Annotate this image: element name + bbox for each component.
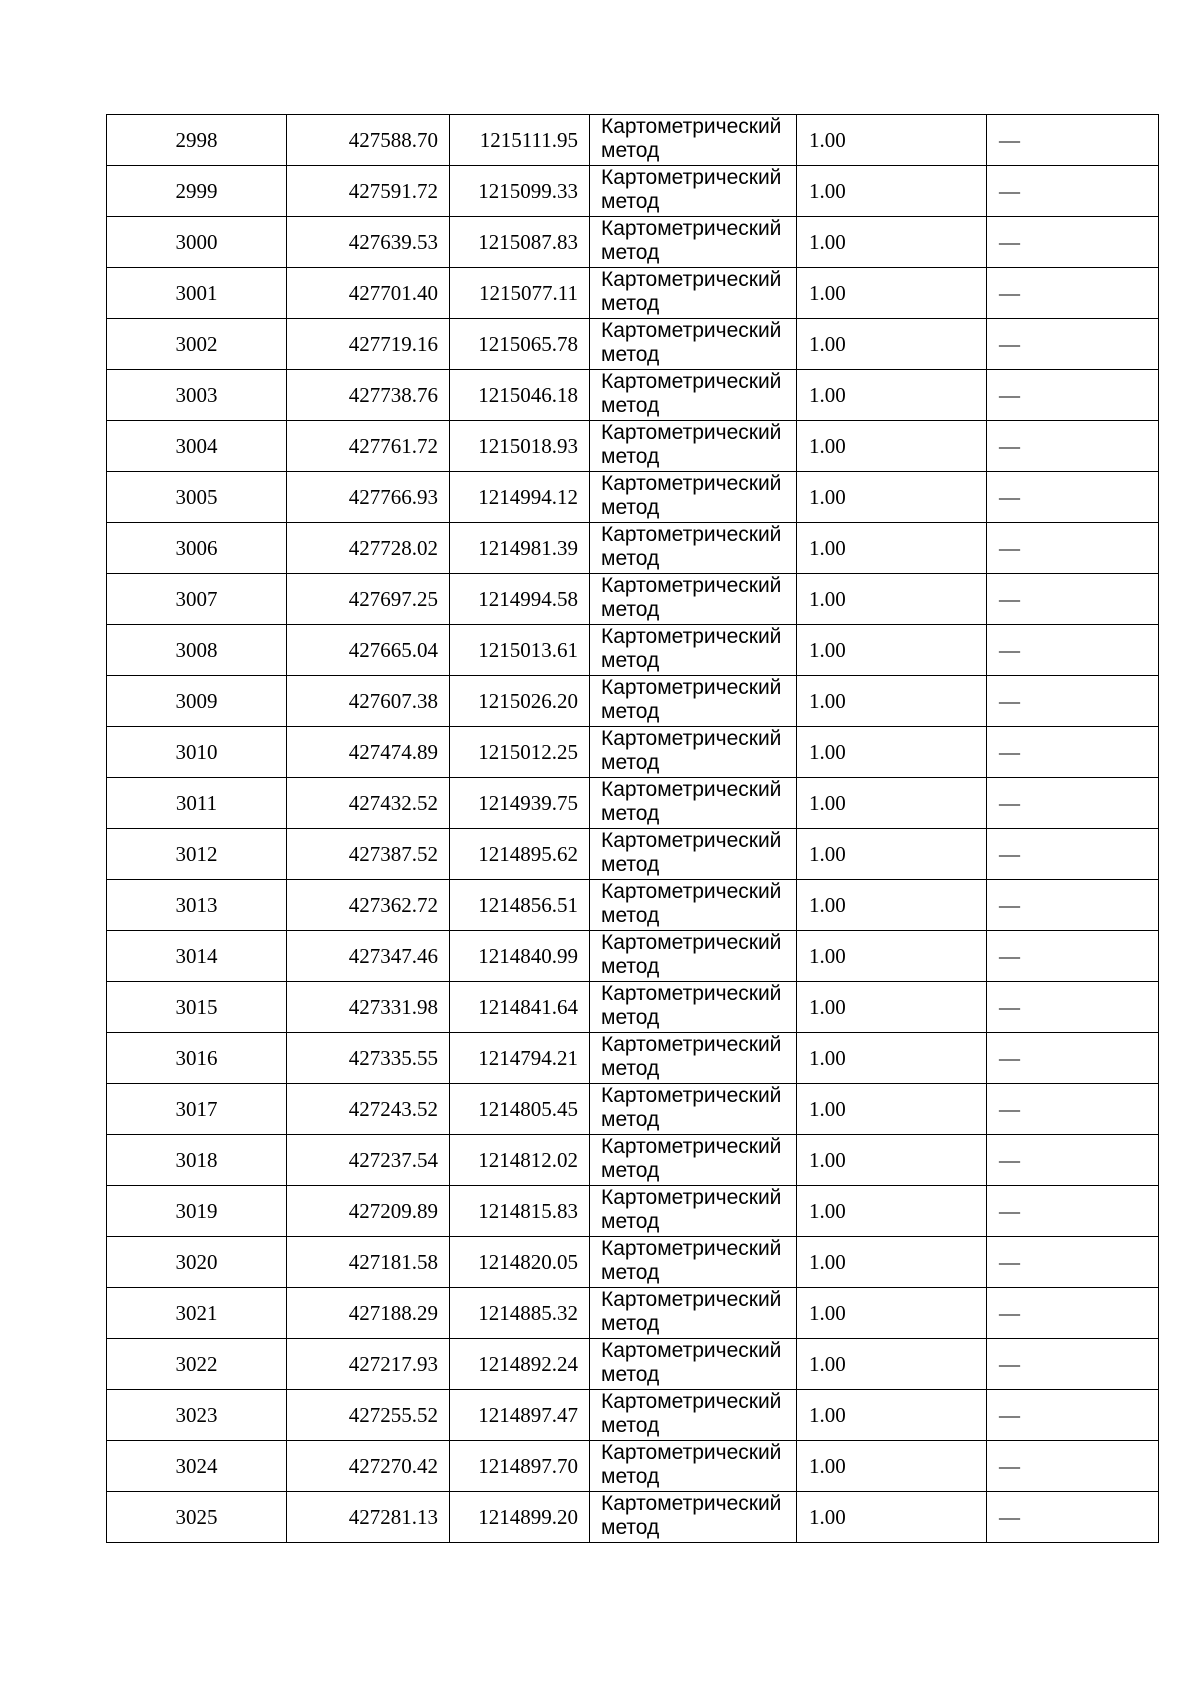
point-number-cell: 3023 <box>107 1390 287 1441</box>
method-cell <box>590 1033 797 1084</box>
method-cell <box>590 574 797 625</box>
table-row <box>107 625 1159 676</box>
method-label-line1: Картометрический <box>601 523 782 546</box>
x-coordinate-cell: 427719.16 <box>287 319 450 370</box>
accuracy-cell: 1.00 <box>797 319 987 370</box>
point-number-cell: 3013 <box>107 880 287 931</box>
y-coordinate-cell: 1215099.33 <box>450 166 590 217</box>
method-cell <box>590 676 797 727</box>
method-label-line1: Картометрический <box>601 1237 782 1260</box>
accuracy-cell: 1.00 <box>797 1135 987 1186</box>
description-cell: — <box>987 1135 1159 1186</box>
table-row <box>107 931 1159 982</box>
point-number-cell: 3006 <box>107 523 287 574</box>
point-number-cell: 3024 <box>107 1441 287 1492</box>
description-cell: — <box>987 523 1159 574</box>
table-row <box>107 727 1159 778</box>
point-number-cell: 3018 <box>107 1135 287 1186</box>
accuracy-cell: 1.00 <box>797 1288 987 1339</box>
method-cell <box>590 880 797 931</box>
method-label-line1: Картометрический <box>601 1033 782 1056</box>
method-label-line1: Картометрический <box>601 1441 782 1464</box>
method-cell <box>590 166 797 217</box>
method-label-line1: Картометрический <box>601 1339 782 1362</box>
method-label-line2: метод <box>601 394 660 417</box>
method-label-line2: метод <box>601 292 660 315</box>
method-cell <box>590 727 797 778</box>
table-row <box>107 1135 1159 1186</box>
table-row <box>107 1084 1159 1135</box>
method-label-line2: метод <box>601 1465 660 1488</box>
method-cell <box>590 472 797 523</box>
y-coordinate-cell: 1214981.39 <box>450 523 590 574</box>
y-coordinate-cell: 1215013.61 <box>450 625 590 676</box>
table-row <box>107 319 1159 370</box>
method-cell <box>590 1186 797 1237</box>
method-label-line2: метод <box>601 598 660 621</box>
point-number-cell: 3001 <box>107 268 287 319</box>
method-label-line2: метод <box>601 904 660 927</box>
description-cell: — <box>987 421 1159 472</box>
table-row <box>107 1237 1159 1288</box>
method-label-line2: метод <box>601 853 660 876</box>
method-label-line1: Картометрический <box>601 421 782 444</box>
method-label-line1: Картометрический <box>601 676 782 699</box>
table-row <box>107 166 1159 217</box>
y-coordinate-cell: 1214895.62 <box>450 829 590 880</box>
method-cell <box>590 829 797 880</box>
accuracy-cell: 1.00 <box>797 1339 987 1390</box>
x-coordinate-cell: 427281.13 <box>287 1492 450 1543</box>
x-coordinate-cell: 427474.89 <box>287 727 450 778</box>
description-cell: — <box>987 1237 1159 1288</box>
x-coordinate-cell: 427335.55 <box>287 1033 450 1084</box>
table-row <box>107 1033 1159 1084</box>
description-cell: — <box>987 370 1159 421</box>
method-label-line2: метод <box>601 700 660 723</box>
accuracy-cell: 1.00 <box>797 1033 987 1084</box>
y-coordinate-cell: 1215077.11 <box>450 268 590 319</box>
x-coordinate-cell: 427255.52 <box>287 1390 450 1441</box>
method-label-line1: Картометрический <box>601 829 782 852</box>
y-coordinate-cell: 1214812.02 <box>450 1135 590 1186</box>
point-number-cell: 3019 <box>107 1186 287 1237</box>
method-label-line1: Картометрический <box>601 370 782 393</box>
y-coordinate-cell: 1214897.70 <box>450 1441 590 1492</box>
method-label-line1: Картометрический <box>601 115 782 138</box>
y-coordinate-cell: 1215065.78 <box>450 319 590 370</box>
method-cell <box>590 1237 797 1288</box>
x-coordinate-cell: 427243.52 <box>287 1084 450 1135</box>
description-cell: — <box>987 319 1159 370</box>
method-cell <box>590 523 797 574</box>
method-label-line2: метод <box>601 139 660 162</box>
y-coordinate-cell: 1214885.32 <box>450 1288 590 1339</box>
y-coordinate-cell: 1215111.95 <box>450 115 590 166</box>
description-cell: — <box>987 676 1159 727</box>
method-cell <box>590 1339 797 1390</box>
accuracy-cell: 1.00 <box>797 166 987 217</box>
description-cell: — <box>987 574 1159 625</box>
x-coordinate-cell: 427639.53 <box>287 217 450 268</box>
accuracy-cell: 1.00 <box>797 370 987 421</box>
point-number-cell: 3021 <box>107 1288 287 1339</box>
method-label-line1: Картометрический <box>601 1135 782 1158</box>
method-label-line1: Картометрический <box>601 778 782 801</box>
table-row <box>107 1186 1159 1237</box>
method-label-line2: метод <box>601 649 660 672</box>
x-coordinate-cell: 427387.52 <box>287 829 450 880</box>
method-label-line1: Картометрический <box>601 1288 782 1311</box>
method-cell <box>590 1084 797 1135</box>
table-row <box>107 829 1159 880</box>
point-number-cell: 3011 <box>107 778 287 829</box>
point-number-cell: 2999 <box>107 166 287 217</box>
description-cell: — <box>987 268 1159 319</box>
description-cell: — <box>987 982 1159 1033</box>
description-cell: — <box>987 1441 1159 1492</box>
method-label-line1: Картометрический <box>601 931 782 954</box>
method-cell <box>590 319 797 370</box>
point-number-cell: 3015 <box>107 982 287 1033</box>
method-label-line1: Картометрический <box>601 1186 782 1209</box>
description-cell: — <box>987 1492 1159 1543</box>
method-cell <box>590 1441 797 1492</box>
y-coordinate-cell: 1214939.75 <box>450 778 590 829</box>
method-cell <box>590 982 797 1033</box>
method-label-line2: метод <box>601 190 660 213</box>
x-coordinate-cell: 427237.54 <box>287 1135 450 1186</box>
method-label-line2: метод <box>601 955 660 978</box>
point-number-cell: 3010 <box>107 727 287 778</box>
x-coordinate-cell: 427588.70 <box>287 115 450 166</box>
y-coordinate-cell: 1214820.05 <box>450 1237 590 1288</box>
x-coordinate-cell: 427209.89 <box>287 1186 450 1237</box>
y-coordinate-cell: 1214892.24 <box>450 1339 590 1390</box>
point-number-cell: 3020 <box>107 1237 287 1288</box>
table-row <box>107 880 1159 931</box>
description-cell: — <box>987 115 1159 166</box>
method-label-line1: Картометрический <box>601 268 782 291</box>
description-cell: — <box>987 778 1159 829</box>
description-cell: — <box>987 1339 1159 1390</box>
x-coordinate-cell: 427331.98 <box>287 982 450 1033</box>
accuracy-cell: 1.00 <box>797 1441 987 1492</box>
method-label-line1: Картометрический <box>601 319 782 342</box>
method-label-line2: метод <box>601 496 660 519</box>
point-number-cell: 3009 <box>107 676 287 727</box>
point-number-cell: 2998 <box>107 115 287 166</box>
method-label-line2: метод <box>601 1006 660 1029</box>
y-coordinate-cell: 1215026.20 <box>450 676 590 727</box>
method-label-line2: метод <box>601 1363 660 1386</box>
coordinates-table-body <box>107 115 1159 1543</box>
description-cell: — <box>987 217 1159 268</box>
point-number-cell: 3007 <box>107 574 287 625</box>
x-coordinate-cell: 427701.40 <box>287 268 450 319</box>
method-label-line2: метод <box>601 1414 660 1437</box>
method-label-line1: Картометрический <box>601 1084 782 1107</box>
x-coordinate-cell: 427362.72 <box>287 880 450 931</box>
coordinates-table <box>106 114 1159 1543</box>
accuracy-cell: 1.00 <box>797 268 987 319</box>
method-label-line1: Картометрический <box>601 625 782 648</box>
point-number-cell: 3014 <box>107 931 287 982</box>
method-cell <box>590 778 797 829</box>
y-coordinate-cell: 1214897.47 <box>450 1390 590 1441</box>
x-coordinate-cell: 427181.58 <box>287 1237 450 1288</box>
point-number-cell: 3025 <box>107 1492 287 1543</box>
x-coordinate-cell: 427432.52 <box>287 778 450 829</box>
point-number-cell: 3000 <box>107 217 287 268</box>
y-coordinate-cell: 1214794.21 <box>450 1033 590 1084</box>
x-coordinate-cell: 427728.02 <box>287 523 450 574</box>
table-row <box>107 574 1159 625</box>
method-label-line2: метод <box>601 445 660 468</box>
table-row <box>107 472 1159 523</box>
accuracy-cell: 1.00 <box>797 829 987 880</box>
method-label-line2: метод <box>601 1210 660 1233</box>
method-label-line2: метод <box>601 343 660 366</box>
accuracy-cell: 1.00 <box>797 676 987 727</box>
description-cell: — <box>987 1033 1159 1084</box>
accuracy-cell: 1.00 <box>797 472 987 523</box>
x-coordinate-cell: 427766.93 <box>287 472 450 523</box>
accuracy-cell: 1.00 <box>797 1237 987 1288</box>
description-cell: — <box>987 829 1159 880</box>
point-number-cell: 3002 <box>107 319 287 370</box>
method-label-line1: Картометрический <box>601 982 782 1005</box>
x-coordinate-cell: 427347.46 <box>287 931 450 982</box>
accuracy-cell: 1.00 <box>797 523 987 574</box>
y-coordinate-cell: 1215012.25 <box>450 727 590 778</box>
x-coordinate-cell: 427738.76 <box>287 370 450 421</box>
y-coordinate-cell: 1215046.18 <box>450 370 590 421</box>
point-number-cell: 3017 <box>107 1084 287 1135</box>
table-row <box>107 982 1159 1033</box>
method-label-line1: Картометрический <box>601 166 782 189</box>
method-label-line2: метод <box>601 1108 660 1131</box>
method-label-line1: Картометрический <box>601 880 782 903</box>
method-cell <box>590 1135 797 1186</box>
table-row <box>107 217 1159 268</box>
table-row <box>107 778 1159 829</box>
method-label-line2: метод <box>601 547 660 570</box>
accuracy-cell: 1.00 <box>797 421 987 472</box>
accuracy-cell: 1.00 <box>797 574 987 625</box>
accuracy-cell: 1.00 <box>797 1186 987 1237</box>
method-cell <box>590 625 797 676</box>
y-coordinate-cell: 1215087.83 <box>450 217 590 268</box>
description-cell: — <box>987 727 1159 778</box>
accuracy-cell: 1.00 <box>797 727 987 778</box>
point-number-cell: 3005 <box>107 472 287 523</box>
accuracy-cell: 1.00 <box>797 778 987 829</box>
accuracy-cell: 1.00 <box>797 217 987 268</box>
table-row <box>107 676 1159 727</box>
method-cell <box>590 217 797 268</box>
point-number-cell: 3008 <box>107 625 287 676</box>
method-label-line1: Картометрический <box>601 1492 782 1515</box>
table-row <box>107 421 1159 472</box>
y-coordinate-cell: 1215018.93 <box>450 421 590 472</box>
method-label-line1: Картометрический <box>601 472 782 495</box>
method-label-line2: метод <box>601 1261 660 1284</box>
table-row <box>107 1339 1159 1390</box>
table-row <box>107 1492 1159 1543</box>
table-row <box>107 115 1159 166</box>
x-coordinate-cell: 427270.42 <box>287 1441 450 1492</box>
description-cell: — <box>987 1390 1159 1441</box>
method-label-line2: метод <box>601 751 660 774</box>
method-label-line2: метод <box>601 1159 660 1182</box>
accuracy-cell: 1.00 <box>797 115 987 166</box>
method-label-line2: метод <box>601 1516 660 1539</box>
y-coordinate-cell: 1214856.51 <box>450 880 590 931</box>
table-row <box>107 268 1159 319</box>
y-coordinate-cell: 1214840.99 <box>450 931 590 982</box>
x-coordinate-cell: 427697.25 <box>287 574 450 625</box>
y-coordinate-cell: 1214841.64 <box>450 982 590 1033</box>
point-number-cell: 3016 <box>107 1033 287 1084</box>
method-cell <box>590 931 797 982</box>
point-number-cell: 3012 <box>107 829 287 880</box>
accuracy-cell: 1.00 <box>797 982 987 1033</box>
method-label-line1: Картометрический <box>601 217 782 240</box>
y-coordinate-cell: 1214805.45 <box>450 1084 590 1135</box>
x-coordinate-cell: 427761.72 <box>287 421 450 472</box>
accuracy-cell: 1.00 <box>797 1492 987 1543</box>
accuracy-cell: 1.00 <box>797 1390 987 1441</box>
y-coordinate-cell: 1214899.20 <box>450 1492 590 1543</box>
method-label-line2: метод <box>601 1057 660 1080</box>
table-row <box>107 1390 1159 1441</box>
description-cell: — <box>987 166 1159 217</box>
table-row <box>107 523 1159 574</box>
method-cell <box>590 1288 797 1339</box>
x-coordinate-cell: 427665.04 <box>287 625 450 676</box>
method-cell <box>590 370 797 421</box>
point-number-cell: 3022 <box>107 1339 287 1390</box>
x-coordinate-cell: 427591.72 <box>287 166 450 217</box>
description-cell: — <box>987 472 1159 523</box>
y-coordinate-cell: 1214815.83 <box>450 1186 590 1237</box>
accuracy-cell: 1.00 <box>797 931 987 982</box>
method-label-line2: метод <box>601 802 660 825</box>
method-cell <box>590 115 797 166</box>
method-cell <box>590 1390 797 1441</box>
table-row <box>107 370 1159 421</box>
table-row <box>107 1288 1159 1339</box>
method-cell <box>590 1492 797 1543</box>
point-number-cell: 3003 <box>107 370 287 421</box>
x-coordinate-cell: 427607.38 <box>287 676 450 727</box>
description-cell: — <box>987 1084 1159 1135</box>
accuracy-cell: 1.00 <box>797 625 987 676</box>
accuracy-cell: 1.00 <box>797 880 987 931</box>
method-label-line2: метод <box>601 1312 660 1335</box>
method-label-line1: Картометрический <box>601 574 782 597</box>
description-cell: — <box>987 880 1159 931</box>
method-label-line1: Картометрический <box>601 727 782 750</box>
description-cell: — <box>987 1186 1159 1237</box>
method-cell <box>590 268 797 319</box>
accuracy-cell: 1.00 <box>797 1084 987 1135</box>
description-cell: — <box>987 625 1159 676</box>
y-coordinate-cell: 1214994.12 <box>450 472 590 523</box>
x-coordinate-cell: 427217.93 <box>287 1339 450 1390</box>
description-cell: — <box>987 1288 1159 1339</box>
y-coordinate-cell: 1214994.58 <box>450 574 590 625</box>
description-cell: — <box>987 931 1159 982</box>
x-coordinate-cell: 427188.29 <box>287 1288 450 1339</box>
method-label-line1: Картометрический <box>601 1390 782 1413</box>
point-number-cell: 3004 <box>107 421 287 472</box>
method-cell <box>590 421 797 472</box>
table-row <box>107 1441 1159 1492</box>
method-label-line2: метод <box>601 241 660 264</box>
